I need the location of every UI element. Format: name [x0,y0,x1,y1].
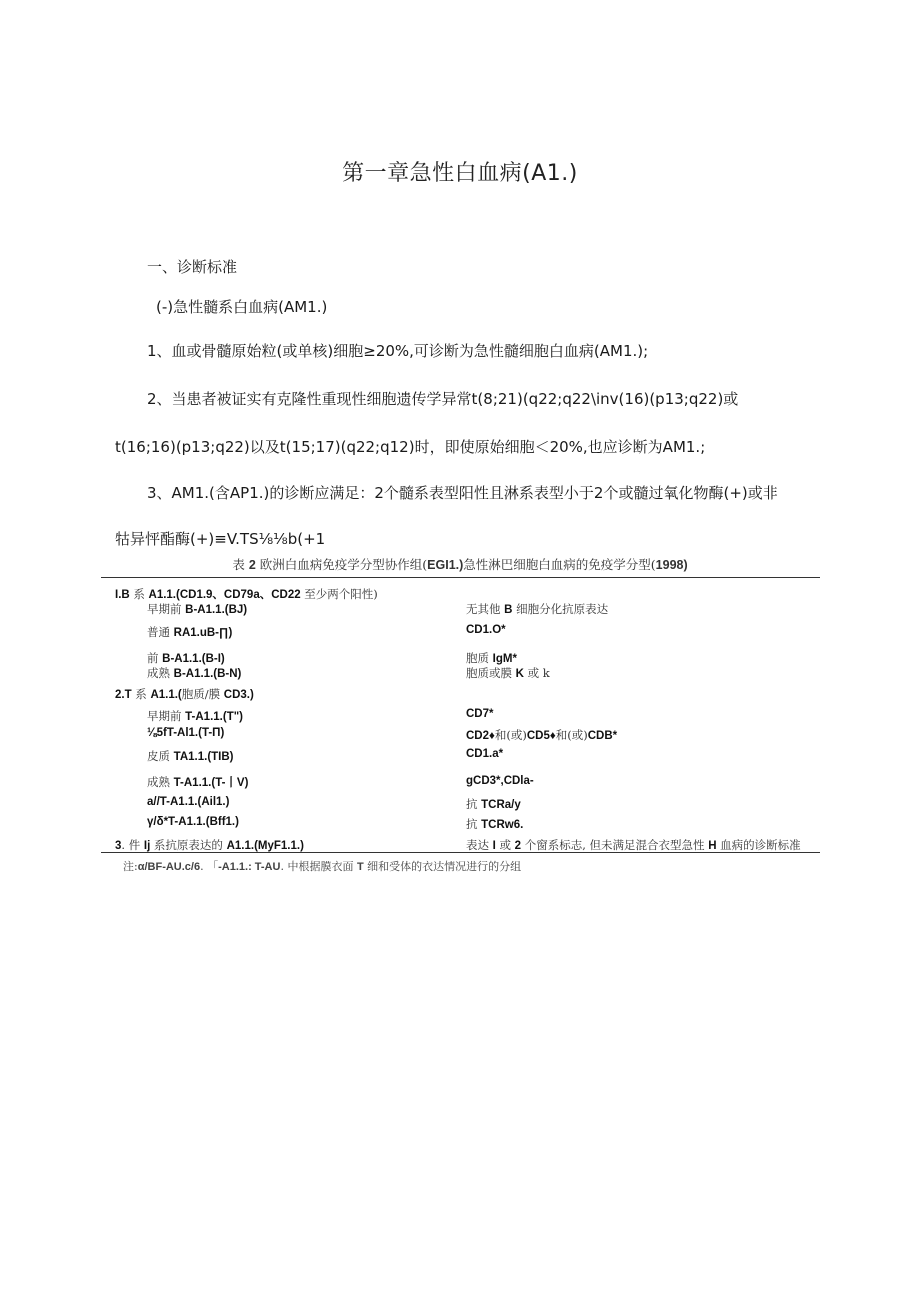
paragraph-2-line-1: 2、当患者被证实有克隆性重现性细胞遗传学异常t(8;21)(q22;q22\inv(16)(p13;q22)或 [147,390,739,408]
table-cell-left: 成熟 T-A1.1.(T-丨V) [147,775,249,789]
paragraph-3-line-1: 3、AM1.(含AP1.)的诊断应满足：2个髓系表型阳性且淋系表型小于2个或髓过氧化物酶(+)或非 [147,484,778,502]
table-cell-right: 抗 TCRw6. [466,817,524,831]
table-cell-right: 表达 I 或 2 个窗系标志, 但未满足混合衣型急性 H 血病的诊断标准 [466,838,801,852]
table-row: I.B 系 A1.1.(CD1.9、CD79a、CD22 至少两个阳性) [115,587,378,601]
section-heading: 一、诊断标准 [147,258,238,276]
table-note: 注:α/BF-AU.c/6. 「-A1.1.: T-AU. 中根据膜衣面 T 细和受体的衣达情况进行的分组 [123,860,522,873]
table-cell-right: CD2♦和(或)CD5♦和(或)CDB* [466,728,618,742]
table-cell-left: 早期前 T-A1.1.(T") [147,709,243,723]
table-cell-left: a//T-A1.1.(Ail1.) [147,796,230,808]
table-cell-right: 胞质 IgM* [466,651,517,665]
table-top-rule [101,577,820,578]
subsection-heading: (-)急性髓系白血病(AM1.) [156,298,328,316]
table-cell-left: 普通 RA1.uB-∏) [147,625,233,639]
table-row: 2.T 系 A1.1.(胞质/膜 CD3.) [115,687,254,701]
table-bottom-rule [101,852,820,853]
table-cell-left: 皮质 TA1.1.(TIB) [147,749,234,763]
paragraph-3-line-2: 牯异怦酯酶(+)≡V.TS⅛⅛b(+1 [115,530,326,548]
table-cell-left: 前 B-A1.1.(B-I) [147,651,225,665]
table-cell-left: ⅛5fT-Al1.(T-Π) [147,727,225,739]
table-caption: 表 2 欧洲白血病免疫学分型协作组(EGI1.)急性淋巴细胞白血病的免疫学分型(1998) [232,557,688,572]
table-cell-left: 成熟 B-A1.1.(B-N) [147,666,242,680]
table-cell-left: 3. 件 Ij 系抗原表达的 A1.1.(MyF1.1.) [115,838,304,852]
table-cell-left: γ/δ*T-A1.1.(Bff1.) [147,816,239,828]
table-cell-right: 无其他 B 细胞分化抗原表达 [466,602,609,616]
paragraph-2-line-2: t(16;16)(p13;q22)以及t(15;17)(q22;q12)时，即使原始细胞＜20%,也应诊断为AM1.; [115,438,706,456]
table-cell-right: 胞质或膜 K 或 k [466,666,550,680]
table-cell-right: CD1.O* [466,624,506,636]
paragraph-1: 1、血或骨髓原始粒(或单核)细胞≥20%,可诊断为急性髓细胞白血病(AM1.); [147,342,649,360]
table-cell-right: gCD3*,CDla- [466,775,534,787]
table-cell-left: 早期前 B-A1.1.(BJ) [147,602,248,616]
table-cell-right: 抗 TCRa/y [466,797,521,811]
table-cell-right: CD7* [466,708,494,720]
chapter-title: 第一章急性白血病(A1.) [342,161,578,186]
table-cell-right: CD1.a* [466,748,504,760]
